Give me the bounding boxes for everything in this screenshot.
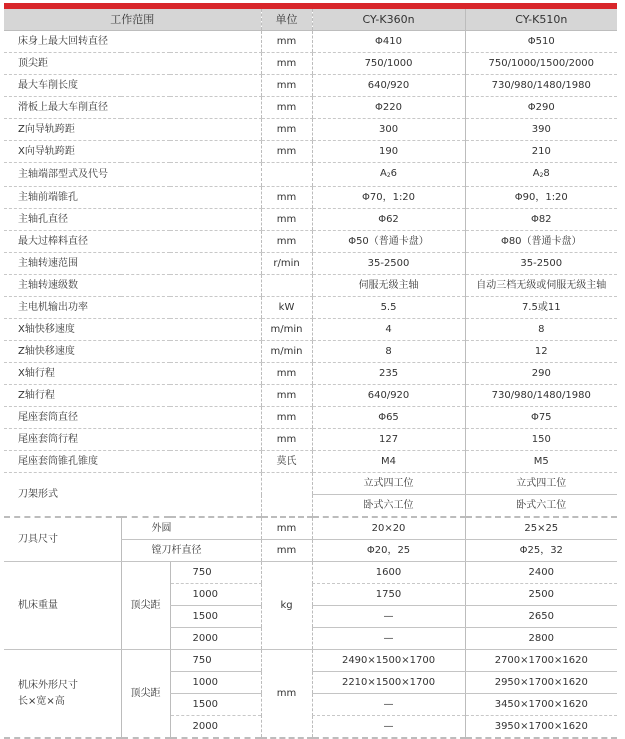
row-value-1: $A_26$ (312, 163, 465, 187)
row-value-1: Φ220 (312, 97, 465, 119)
row-value-1: 640/920 (312, 75, 465, 97)
row-value-1: 2210×1500×1700 (312, 672, 465, 694)
table-row (4, 119, 617, 141)
row-value-2: 730/980/1480/1980 (465, 385, 617, 407)
row-unit: mm (261, 231, 312, 253)
row-value-1: M4 (312, 451, 465, 473)
row-value-1: 20×20 (312, 517, 465, 540)
spec-table (4, 9, 617, 739)
weight-length: 750 (170, 562, 261, 584)
row-unit: mm (261, 53, 312, 75)
row-unit: m/min (261, 319, 312, 341)
row-value-2: 150 (465, 429, 617, 451)
dimensions-length: 1000 (170, 672, 261, 694)
row-label: 主轴转速范围 (4, 253, 261, 275)
row-label: 主轴孔直径 (4, 209, 261, 231)
row-unit: mm (261, 209, 312, 231)
tool-size-row (4, 517, 617, 540)
row-label: 顶尖距 (4, 53, 261, 75)
dimensions-row (4, 650, 617, 672)
row-value-1: 235 (312, 363, 465, 385)
table-row (4, 253, 617, 275)
row-value-2: 2400 (465, 562, 617, 584)
row-value-1: 8 (312, 341, 465, 363)
row-unit: mm (261, 31, 312, 53)
row-value-1: 300 (312, 119, 465, 141)
row-value-2: 2950×1700×1620 (465, 672, 617, 694)
header-unit: 单位 (261, 9, 312, 31)
row-label: X向导轨跨距 (4, 141, 261, 163)
row-unit: mm (261, 540, 312, 562)
row-value-2: 390 (465, 119, 617, 141)
row-value-1: Φ65 (312, 407, 465, 429)
row-unit: mm (261, 385, 312, 407)
row-value-1: Φ70，1:20 (312, 187, 465, 209)
row-value-1: 4 (312, 319, 465, 341)
row-value-2: 7.5或11 (465, 297, 617, 319)
row-value-1: Φ410 (312, 31, 465, 53)
row-value-1: Φ62 (312, 209, 465, 231)
row-value-2: 3950×1700×1620 (465, 716, 617, 739)
row-label: Z轴行程 (4, 385, 261, 407)
table-row (4, 363, 617, 385)
row-unit: mm (261, 363, 312, 385)
table-row (4, 75, 617, 97)
row-value-2: Φ80（普通卡盘） (465, 231, 617, 253)
row-unit: mm (261, 187, 312, 209)
row-value-2: Φ82 (465, 209, 617, 231)
row-label: 尾座套筒锥孔锥度 (4, 451, 261, 473)
row-value-1: 127 (312, 429, 465, 451)
tool-size-sub: 外圆 (121, 517, 261, 540)
row-label: 主轴前端锥孔 (4, 187, 261, 209)
turret-unit (261, 473, 312, 518)
row-value-2: Φ90，1:20 (465, 187, 617, 209)
turret-opt1-value-2: 立式四工位 (465, 473, 617, 495)
row-value-1: 5.5 (312, 297, 465, 319)
table-row (4, 429, 617, 451)
dimensions-unit: mm (261, 650, 312, 739)
row-label: 主轴端部型式及代号 (4, 163, 261, 187)
row-value-1: Φ50（普通卡盘） (312, 231, 465, 253)
table-row (4, 319, 617, 341)
weight-label: 机床重量 (4, 562, 121, 650)
row-value-2: 自动三档无级或伺服无级主轴 (465, 275, 617, 297)
row-value-1: 190 (312, 141, 465, 163)
row-unit: mm (261, 407, 312, 429)
row-value-2: 35-2500 (465, 253, 617, 275)
table-row (4, 407, 617, 429)
table-row (4, 141, 617, 163)
dimensions-label: 机床外形尺寸 长×宽×高 (4, 650, 121, 739)
weight-length: 2000 (170, 628, 261, 650)
row-value-2: 730/980/1480/1980 (465, 75, 617, 97)
header-model-2: CY-K510n (465, 9, 617, 31)
row-value-1: 2490×1500×1700 (312, 650, 465, 672)
row-value-2: Φ75 (465, 407, 617, 429)
table-row (4, 297, 617, 319)
row-unit: kW (261, 297, 312, 319)
row-unit: r/min (261, 253, 312, 275)
row-value-1: Φ20，25 (312, 540, 465, 562)
row-unit: mm (261, 429, 312, 451)
table-row (4, 53, 617, 75)
row-value-2: 2800 (465, 628, 617, 650)
table-row (4, 209, 617, 231)
row-value-1: 1600 (312, 562, 465, 584)
turret-label: 刀架形式 (4, 473, 261, 518)
row-label: 尾座套筒行程 (4, 429, 261, 451)
row-label: Z轴快移速度 (4, 341, 261, 363)
row-value-2: Φ25，32 (465, 540, 617, 562)
table-row (4, 341, 617, 363)
row-value-2: Φ510 (465, 31, 617, 53)
tool-size-label: 刀具尺寸 (4, 517, 121, 562)
row-value-2: 2700×1700×1620 (465, 650, 617, 672)
table-row (4, 231, 617, 253)
table-row (4, 187, 617, 209)
weight-sub: 顶尖距 (121, 562, 170, 650)
row-label: 主电机输出功率 (4, 297, 261, 319)
turret-opt1-value-1: 立式四工位 (312, 473, 465, 495)
dimensions-sub: 顶尖距 (121, 650, 170, 739)
row-unit: mm (261, 517, 312, 540)
row-value-1: 640/920 (312, 385, 465, 407)
row-value-1: 伺服无级主轴 (312, 275, 465, 297)
row-value-2: 12 (465, 341, 617, 363)
row-unit: mm (261, 97, 312, 119)
weight-row (4, 562, 617, 584)
table-row (4, 275, 617, 297)
table-row (4, 385, 617, 407)
row-value-2: 750/1000/1500/2000 (465, 53, 617, 75)
row-value-1: 35-2500 (312, 253, 465, 275)
dimensions-length: 1500 (170, 694, 261, 716)
table-header (4, 9, 617, 31)
dimensions-length: 2000 (170, 716, 261, 739)
row-value-1: 1750 (312, 584, 465, 606)
row-value-2: Φ290 (465, 97, 617, 119)
row-value-2: M5 (465, 451, 617, 473)
row-unit: m/min (261, 341, 312, 363)
row-label: 床身上最大回转直径 (4, 31, 261, 53)
row-value-2: 2650 (465, 606, 617, 628)
row-value-2: 3450×1700×1620 (465, 694, 617, 716)
row-unit: mm (261, 141, 312, 163)
table-row (4, 451, 617, 473)
dimensions-length: 750 (170, 650, 261, 672)
row-value-2: $A_28$ (465, 163, 617, 187)
row-label: Z向导轨跨距 (4, 119, 261, 141)
row-unit (261, 163, 312, 187)
header-range: 工作范围 (4, 9, 261, 31)
table-row (4, 163, 617, 187)
row-label: 最大过棒料直径 (4, 231, 261, 253)
row-label: X轴行程 (4, 363, 261, 385)
row-value-2: 2500 (465, 584, 617, 606)
table-row (4, 31, 617, 53)
turret-opt2-value-1: 卧式六工位 (312, 495, 465, 518)
row-label: X轴快移速度 (4, 319, 261, 341)
row-label: 最大车削长度 (4, 75, 261, 97)
tool-size-sub: 镗刀杆直径 (121, 540, 261, 562)
turret-row (4, 473, 617, 495)
row-value-2: 290 (465, 363, 617, 385)
turret-opt2-value-2: 卧式六工位 (465, 495, 617, 518)
weight-unit: kg (261, 562, 312, 650)
row-value-1: — (312, 694, 465, 716)
row-value-2: 25×25 (465, 517, 617, 540)
row-label: 滑板上最大车削直径 (4, 97, 261, 119)
weight-length: 1500 (170, 606, 261, 628)
row-label: 尾座套筒直径 (4, 407, 261, 429)
row-value-1: — (312, 606, 465, 628)
row-unit (261, 275, 312, 297)
row-value-2: 8 (465, 319, 617, 341)
row-value-2: 210 (465, 141, 617, 163)
row-unit: mm (261, 75, 312, 97)
row-value-1: 750/1000 (312, 53, 465, 75)
header-model-1: CY-K360n (312, 9, 465, 31)
row-value-1: — (312, 628, 465, 650)
row-unit: mm (261, 119, 312, 141)
weight-length: 1000 (170, 584, 261, 606)
row-label: 主轴转速级数 (4, 275, 261, 297)
row-value-1: — (312, 716, 465, 739)
table-row (4, 97, 617, 119)
row-unit: 莫氏 (261, 451, 312, 473)
